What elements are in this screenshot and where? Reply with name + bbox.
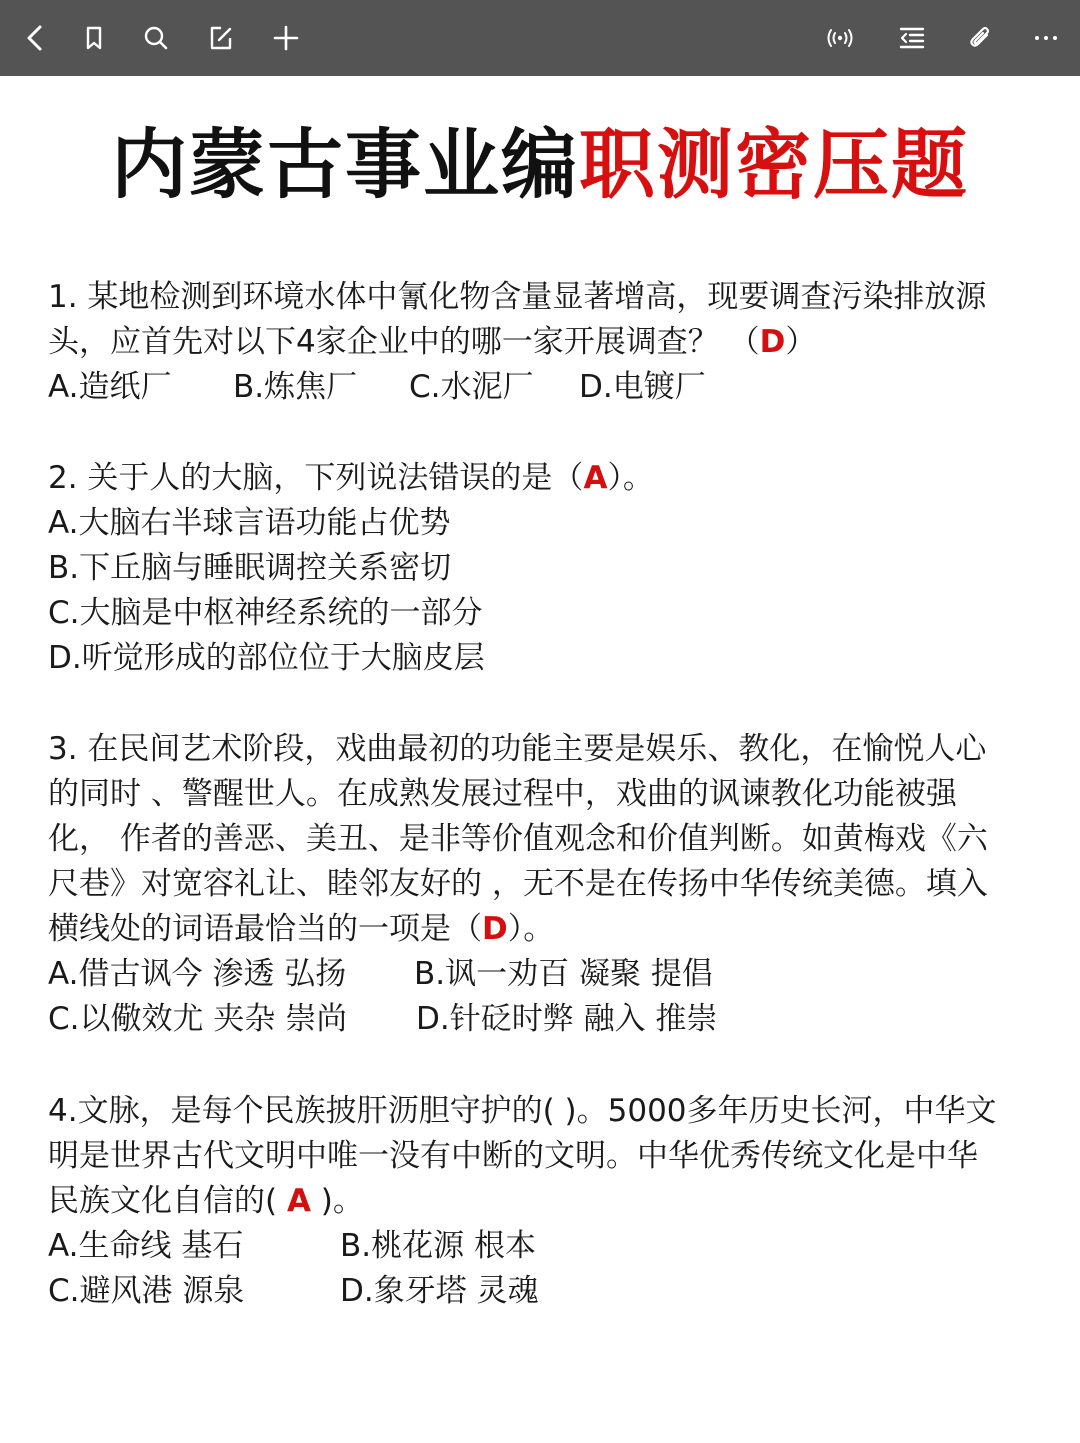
- more-icon[interactable]: [1022, 14, 1070, 62]
- option: C.以儆效尤 夹杂 崇尚: [48, 1001, 348, 1037]
- option: A.生命线 基石: [48, 1228, 244, 1264]
- option: C.避风港 源泉: [48, 1273, 245, 1309]
- question-2: [48, 456, 1038, 681]
- edit-icon[interactable]: [197, 14, 245, 62]
- question-text: 横线处的词语最恰当的一项是（D）。: [48, 911, 555, 947]
- option: D.象牙塔 灵魂: [340, 1273, 539, 1309]
- option: C.大脑是中枢神经系统的一部分: [48, 595, 483, 631]
- bookmark-icon[interactable]: [70, 14, 118, 62]
- question-text: 4.文脉，是每个民族披肝沥胆守护的( )。5000多年历史长河，中华文: [48, 1093, 997, 1129]
- option-row: [48, 952, 1038, 997]
- question-text: 3. 在民间艺术阶段，戏曲最初的功能主要是娱乐、教化，在愉悦人心: [48, 731, 987, 767]
- question-3: [48, 727, 1038, 1042]
- read-aloud-icon[interactable]: [816, 14, 864, 62]
- option: C.水泥厂: [409, 369, 534, 405]
- option: A.造纸厂: [48, 369, 172, 405]
- option: D.针砭时弊 融入 推崇: [416, 1001, 718, 1037]
- option: B.讽一劝百 凝聚 提倡: [414, 956, 713, 992]
- question-4: [48, 1089, 1038, 1314]
- option-row: [48, 365, 1038, 410]
- search-icon[interactable]: [132, 14, 180, 62]
- question-text: 1. 某地检测到环境水体中氰化物含量显著增高，现要调查污染排放源: [48, 279, 987, 315]
- add-icon[interactable]: [262, 14, 310, 62]
- option: D.听觉形成的部位位于大脑皮层: [48, 640, 485, 676]
- option: B.桃花源 根本: [340, 1228, 536, 1264]
- page-title: [0, 120, 1080, 210]
- document-page: [0, 76, 1080, 1443]
- option-row: [48, 1224, 1038, 1269]
- answer-label: D: [759, 324, 786, 360]
- question-text: 明是世界古代文明中唯一没有中断的文明。中华优秀传统文化是中华: [48, 1138, 978, 1174]
- question-text: 的同时 、警醒世人。在成熟发展过程中，戏曲的讽谏教化功能被强: [48, 776, 957, 812]
- question-text: 尺巷》对宽容礼让、睦邻友好的 ，无不是在传扬中华传统美德。填入: [48, 866, 988, 902]
- question-text: 化， 作者的善恶、美丑、是非等价值观念和价值判断。如黄梅戏《六: [48, 821, 988, 857]
- option-row: [48, 997, 1038, 1042]
- top-toolbar: [0, 0, 1080, 76]
- option: D.电镀厂: [579, 369, 706, 405]
- answer-label: A: [583, 460, 608, 496]
- option-row: [48, 1269, 1038, 1314]
- title-part-black: 内蒙古事业编: [111, 120, 579, 209]
- back-icon[interactable]: [12, 14, 60, 62]
- question-text: 头，应首先对以下4家企业中的哪一家开展调查？ （D）: [48, 324, 817, 360]
- option: B.炼焦厂: [233, 369, 358, 405]
- question-1: [48, 275, 1038, 410]
- outline-icon[interactable]: [888, 14, 936, 62]
- question-text: 民族文化自信的( A )。: [48, 1183, 364, 1219]
- option: B.下丘脑与睡眠调控关系密切: [48, 550, 452, 586]
- answer-label: D: [482, 911, 508, 947]
- option: A.大脑右半球言语功能占优势: [48, 505, 451, 541]
- title-part-red: 职测密压题: [579, 120, 969, 209]
- answer-label: A: [286, 1183, 311, 1219]
- option: A.借古讽今 渗透 弘扬: [48, 956, 347, 992]
- attachment-icon[interactable]: [956, 14, 1004, 62]
- question-text: 2. 关于人的大脑，下列说法错误的是（A）。: [48, 460, 654, 496]
